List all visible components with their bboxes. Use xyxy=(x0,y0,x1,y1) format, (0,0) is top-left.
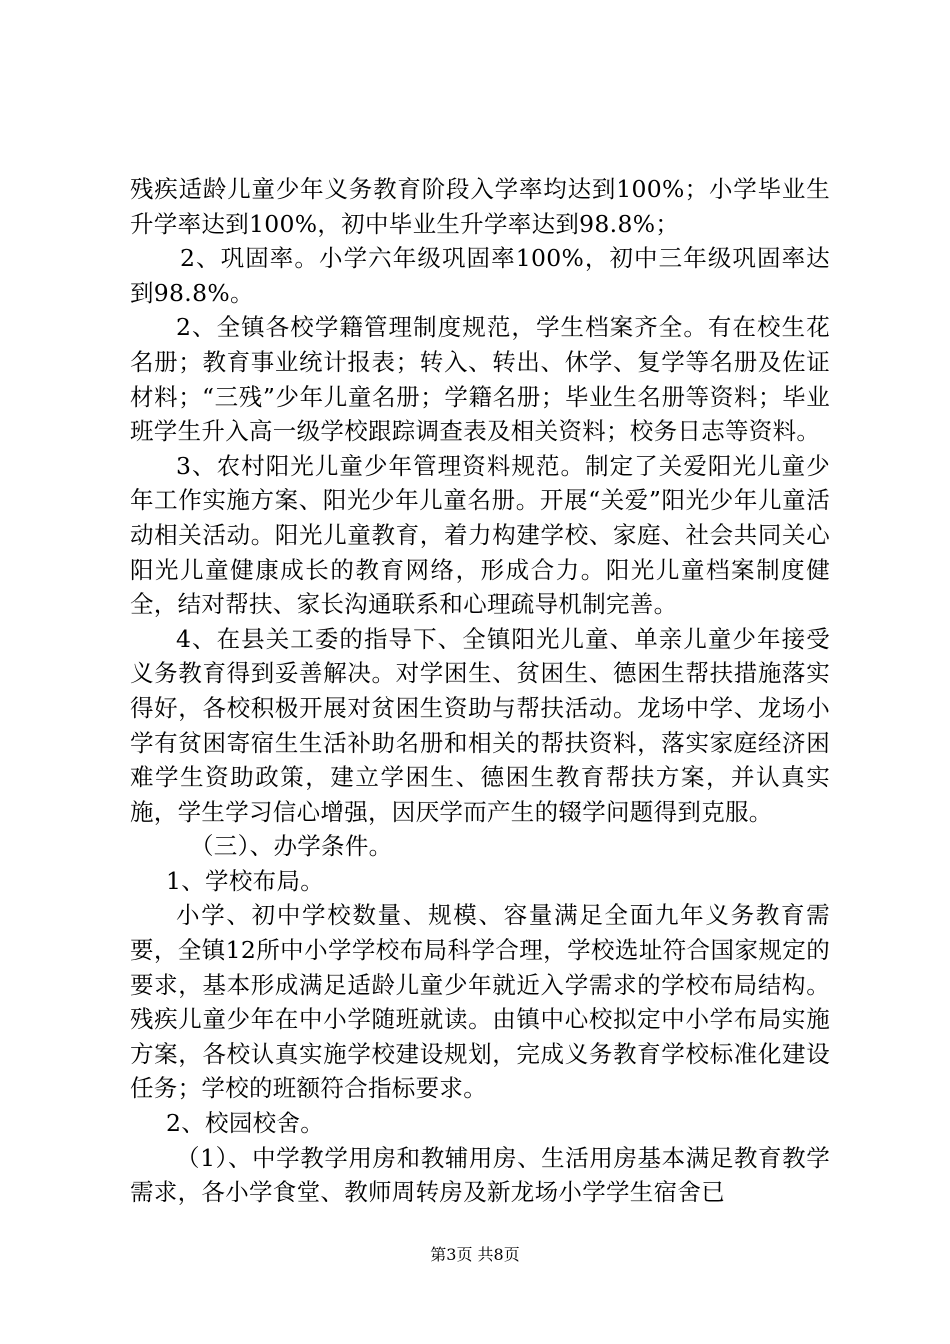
page-footer: 第3页 共8页 xyxy=(430,1245,520,1264)
paragraph-school-layout: 小学、初中学校数量、规模、容量满足全面九年义务教育需要，全镇12所中小学学校布局科学合理，学校选址符合国家规定的要求，基本形成满足适龄儿童少年就近入学需求的学校布局结构。残疾儿童少年在中小学随班就读。由镇中心校拟定中小学布局实施方案，各校认真实施学校建设规划，完成义务教育学校标准化建设任务；学校的班额符合指标要求。 xyxy=(130,901,830,1103)
document-body xyxy=(130,172,830,1210)
paragraph-assistance: 4、在县关工委的指导下、全镇阳光儿童、单亲儿童少年接受义务教育得到妥善解决。对学困生、贫困生、德困生帮扶措施落实得好，各校积极开展对贫困生资助与帮扶活动。龙场中学、龙场小学有贫困寄宿生生活补助名册和相关的帮扶资料，落实家庭经济困难学生资助政策，建立学困生、德困生教育帮扶方案，并认真实施，学生学习信心增强，因厌学而产生的辍学问题得到克服。 xyxy=(130,624,830,826)
paragraph-continuation: 残疾适龄儿童少年义务教育阶段入学率均达到100%；小学毕业生升学率达到100%，初中毕业生升学率达到98.8%； xyxy=(130,175,830,238)
section-heading-conditions: （三）、办学条件。 xyxy=(190,832,393,861)
subheading-school-layout: 1、学校布局。 xyxy=(166,866,325,895)
subheading-campus-buildings: 2、校园校舍。 xyxy=(166,1109,325,1138)
paragraph-sunshine-children: 3、农村阳光儿童少年管理资料规范。制定了关爱阳光儿童少年工作实施方案、阳光少年儿童名册。开展“关爱”阳光少年儿童活动相关活动。阳光儿童教育，着力构建学校、家庭、社会共同关心阳光儿童健康成长的教育网络，形成合力。阳光儿童档案制度健全，结对帮扶、家长沟通联系和心理疏导机制完善。 xyxy=(130,451,830,619)
paragraph-retention-rate: 2、巩固率。小学六年级巩固率100%，初中三年级巩固率达到98.8%。 xyxy=(130,244,830,307)
paragraph-teaching-buildings: （1）、中学教学用房和教辅用房、生活用房基本满足教育教学需求，各小学食堂、教师周转房及新龙场小学学生宿舍已 xyxy=(130,1143,830,1207)
paragraph-student-records: 2、全镇各校学籍管理制度规范，学生档案齐全。有在校生花名册；教育事业统计报表；转入、转出、休学、复学等名册及佐证材料；“三残”少年儿童名册；学籍名册；毕业生名册等资料；毕业班学生升入高一级学校跟踪调查表及相关资料；校务日志等资料。 xyxy=(130,313,830,446)
